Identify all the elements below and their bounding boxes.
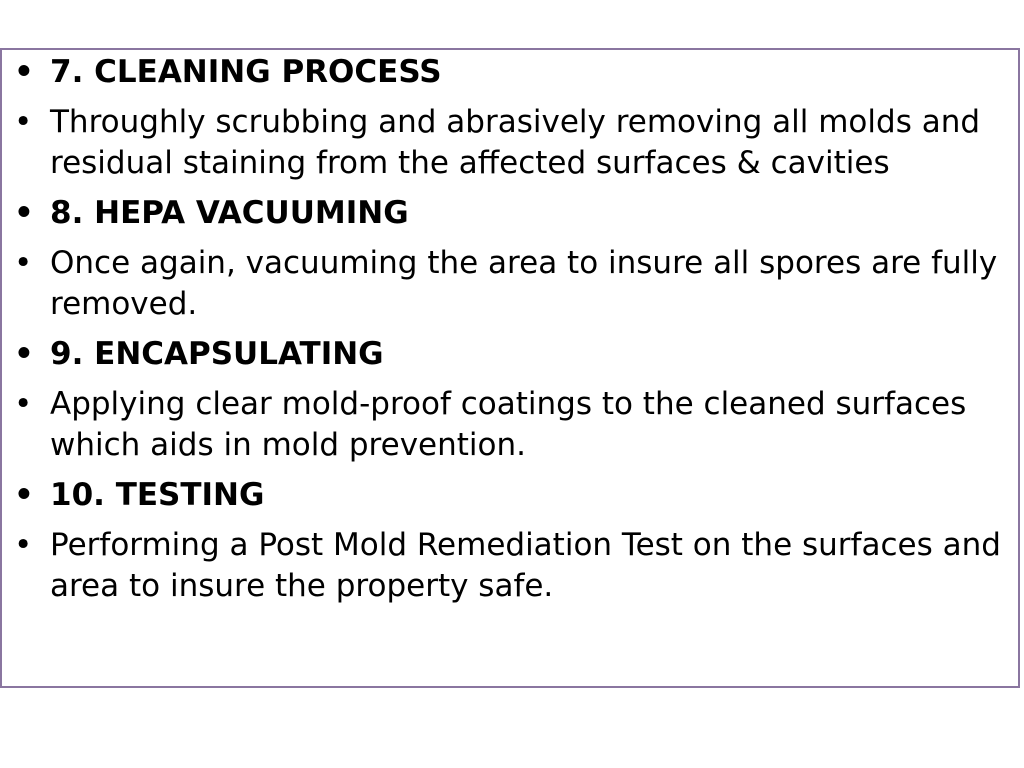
list-item — [14, 193, 1009, 234]
step-description: Once again, vacuuming the area to insure all spores are fully removed. — [50, 245, 998, 322]
list-item — [14, 52, 1009, 93]
step-description: Performing a Post Mold Remediation Test on the surfaces and area to insure the property safe. — [50, 527, 1001, 604]
list-item — [14, 102, 1009, 184]
bullet-icon: • — [14, 195, 34, 231]
step-heading-encapsulating: 9. ENCAPSULATING — [50, 336, 384, 372]
bullet-icon: • — [14, 245, 33, 281]
step-heading-testing: 10. TESTING — [50, 477, 265, 513]
step-description: Throughly scrubbing and abrasively removing all molds and residual staining from the affected surfaces & cavities — [50, 104, 981, 181]
bullet-icon: • — [14, 477, 34, 513]
bullet-list — [14, 52, 1009, 616]
list-item — [14, 525, 1009, 607]
step-heading-cleaning-process: 7. CLEANING PROCESS — [50, 54, 442, 90]
list-item — [14, 475, 1009, 516]
bullet-icon: • — [14, 54, 34, 90]
list-item — [14, 243, 1009, 325]
bullet-icon: • — [14, 527, 33, 563]
list-item — [14, 334, 1009, 375]
bullet-icon: • — [14, 336, 34, 372]
list-item — [14, 384, 1009, 466]
step-heading-hepa-vacuuming: 8. HEPA VACUUMING — [50, 195, 409, 231]
bullet-icon: • — [14, 104, 33, 140]
step-description: Applying clear mold-proof coatings to the cleaned surfaces which aids in mold prevention. — [50, 386, 967, 463]
bullet-icon: • — [14, 386, 33, 422]
